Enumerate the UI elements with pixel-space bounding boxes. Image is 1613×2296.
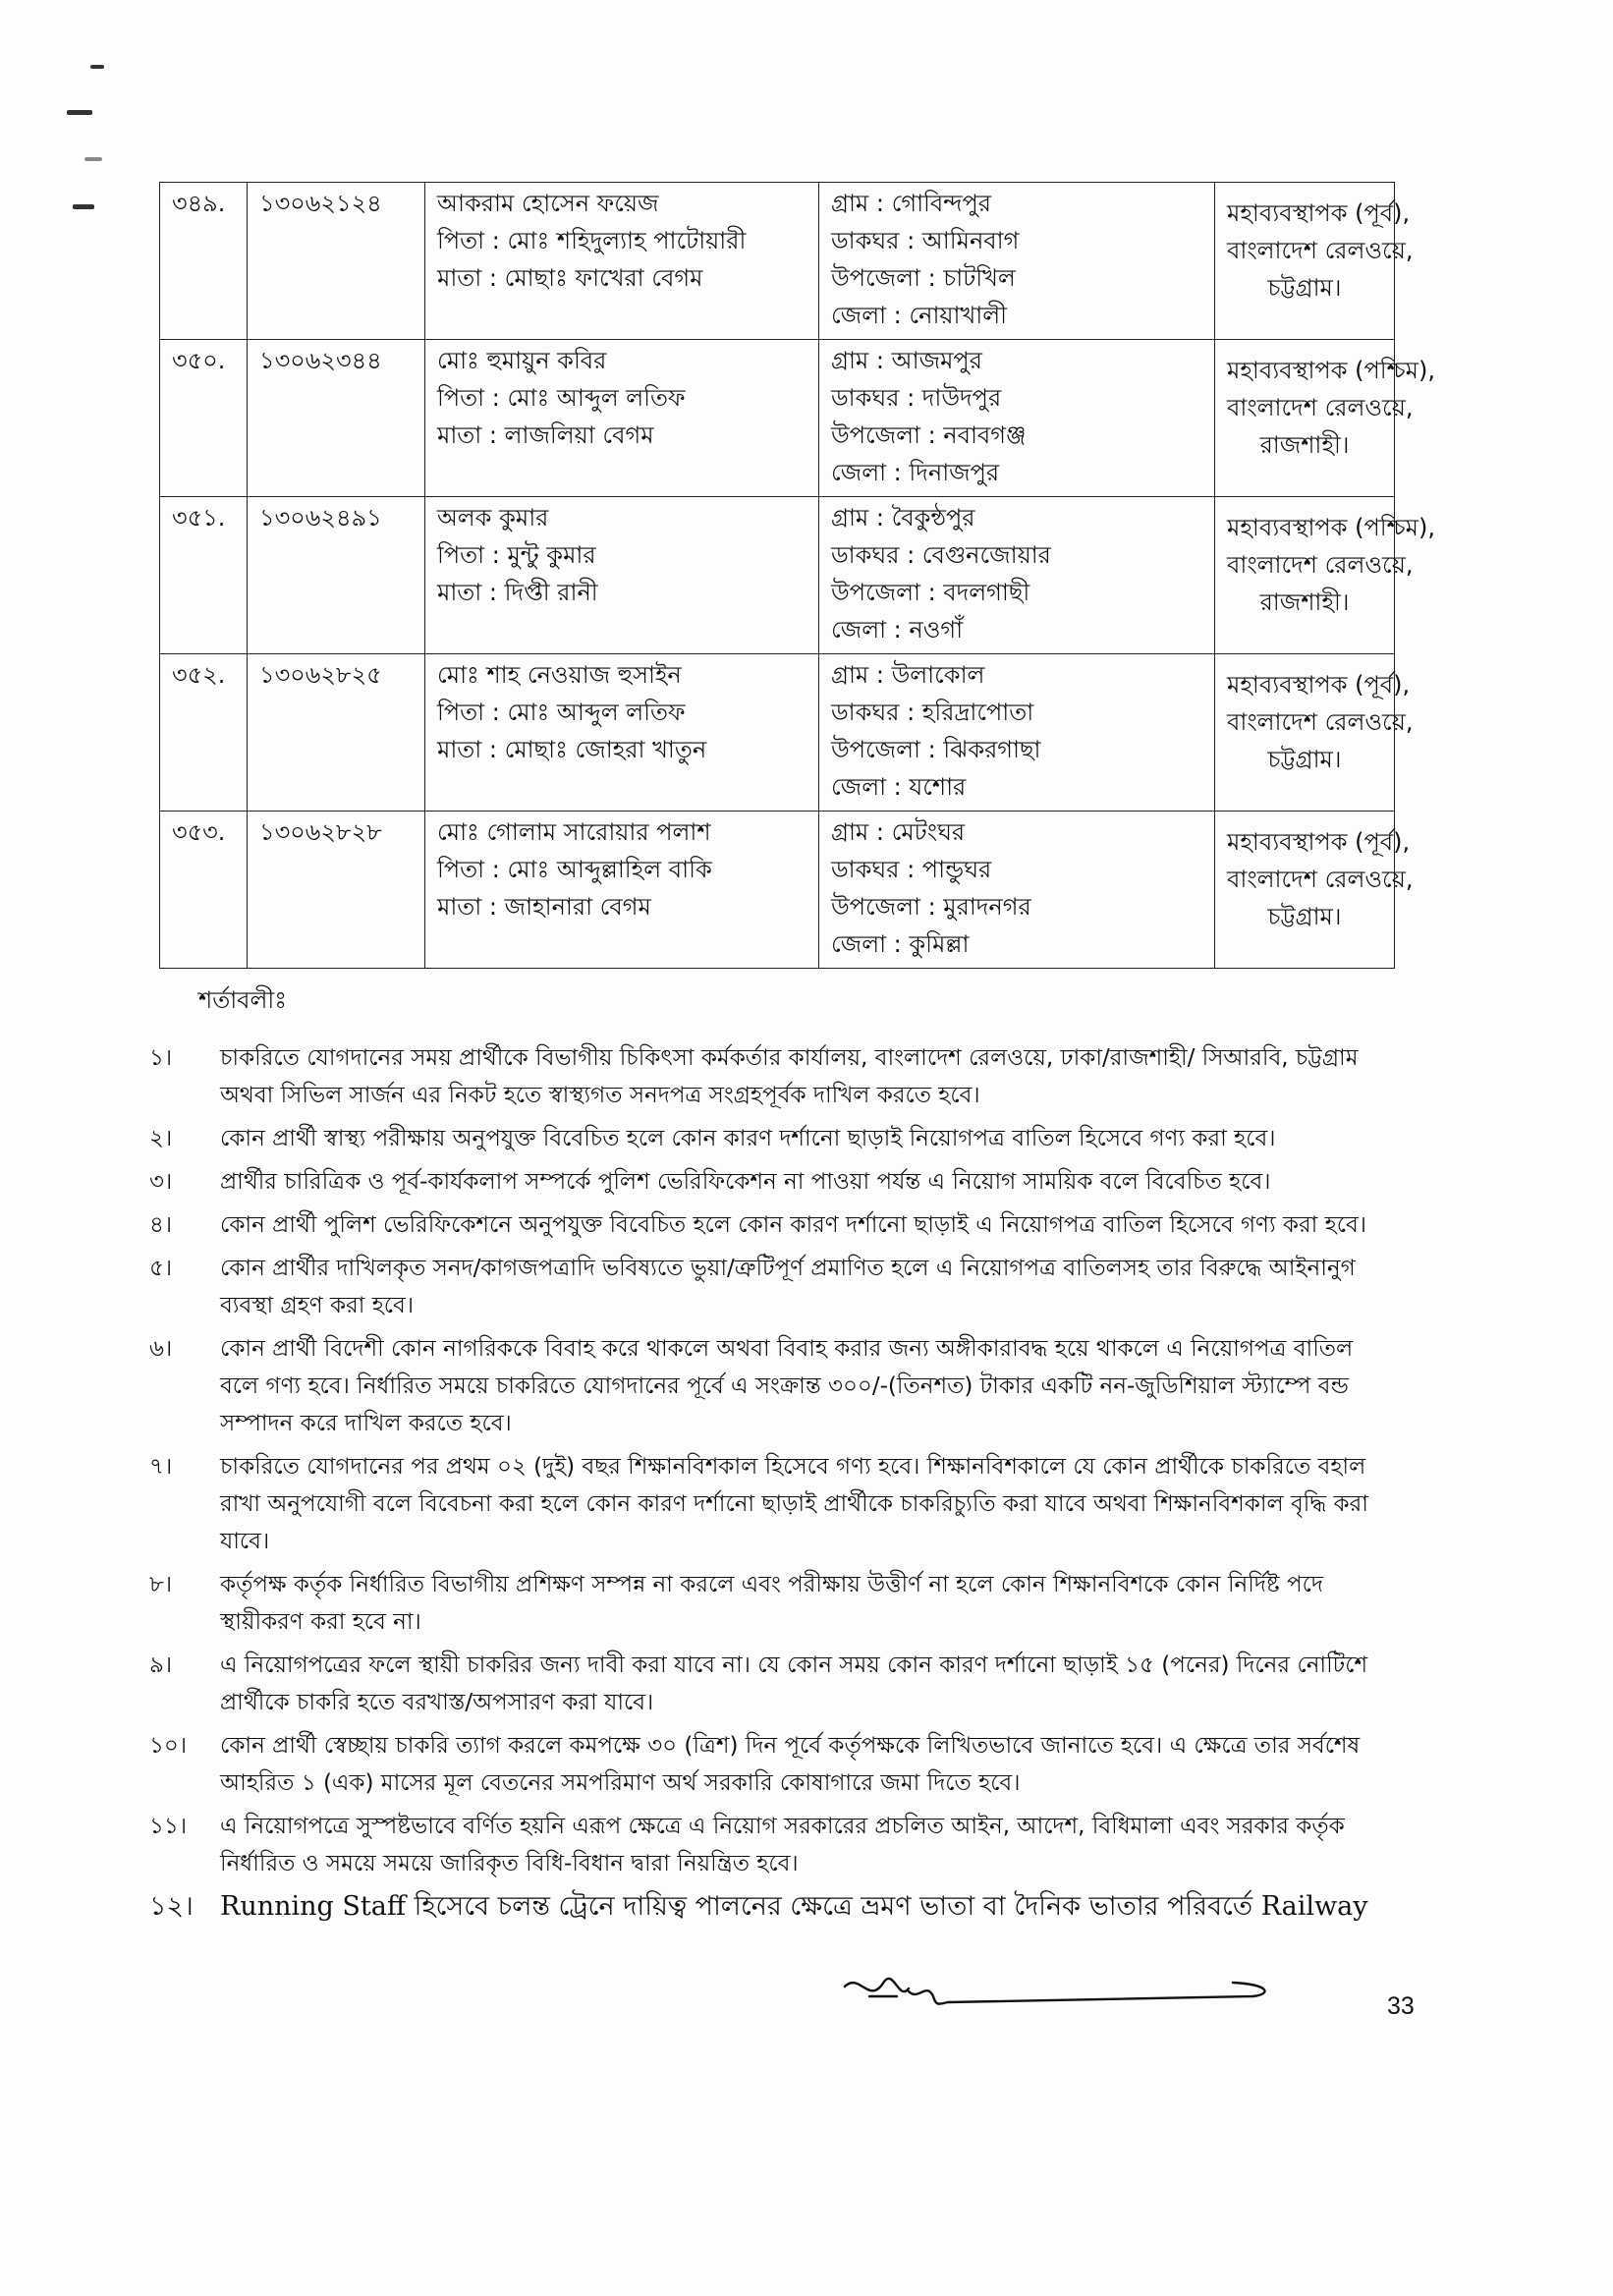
serial-cell	[160, 183, 248, 340]
name-cell	[425, 812, 819, 969]
office-cell	[1215, 340, 1436, 497]
name-cell-father: পিতা : মোঃ আব্দুল্লাহিল বাকি	[437, 856, 712, 883]
name-cell-father: পিতা : মোঃ শহিদুল্যাহ পাটোয়ারী	[437, 227, 747, 254]
conditions-list	[149, 1039, 1397, 1932]
office-cell	[1215, 497, 1436, 654]
roll-cell-roll: ১৩০৬২১২৪	[259, 190, 382, 217]
condition-item	[149, 1206, 1397, 1244]
conditions-heading: শর্তাবলীঃ	[198, 986, 288, 1014]
condition-number: ১২।	[149, 1891, 194, 1922]
office-cell-office1: মহাব্যবস্থাপক (পূর্ব),	[1227, 671, 1411, 699]
serial-cell	[160, 812, 248, 969]
table-row	[160, 497, 1395, 654]
office-cell-office2: বাংলাদেশ রেলওয়ে,	[1227, 237, 1414, 264]
address-cell-post: ডাকঘর : দাউদপুর	[831, 384, 1002, 412]
roll-cell	[248, 183, 425, 340]
office-cell-office3: চট্টগ্রাম।	[1267, 274, 1342, 302]
scan-mark	[90, 65, 104, 69]
scan-mark	[73, 204, 94, 209]
address-cell-district: জেলা : যশোর	[831, 773, 967, 801]
name-cell-mother: মাতা : মোছাঃ ফাখেরা বেগম	[437, 264, 703, 292]
office-cell-office3: চট্টগ্রাম।	[1267, 746, 1342, 773]
condition-text: কোন প্রার্থী স্বেচ্ছায় চাকরি ত্যাগ করলে কমপক্ষে ৩০ (ত্রিশ) দিন পূর্বে কর্তৃপক্ষকে লিখিতভাবে জানাতে হবে। এ ক্ষেত্রে তার সর্বশেষ আহরিত ১ (এক) মাসের মূল বেতনের সমপরিমাণ অর্থ সরকারি কোষাগারে জমা দিতে হবে।	[220, 1733, 1361, 1796]
office-cell-office1: মহাব্যবস্থাপক (পশ্চিম),	[1227, 357, 1436, 384]
serial-cell-serial: ৩৫১.	[172, 504, 226, 532]
condition-item	[149, 1039, 1397, 1114]
table-row	[160, 340, 1395, 497]
condition-number: ২।	[149, 1126, 173, 1151]
roll-cell	[248, 654, 425, 812]
address-cell	[819, 654, 1215, 812]
name-cell-mother: মাতা : লাজলিয়া বেগম	[437, 421, 654, 449]
office-cell-office2: বাংলাদেশ রেলওয়ে,	[1227, 708, 1414, 736]
serial-cell-serial: ৩৫৩.	[172, 818, 226, 846]
address-cell	[819, 340, 1215, 497]
condition-text: চাকরিতে যোগদানের সময় প্রার্থীকে বিভাগীয় চিকিৎসা কর্মকর্তার কার্যালয়, বাংলাদেশ রেলওয়ে, ঢাকা/রাজশাহী/ সিআরবি, চট্টগ্রাম অথবা সিভিল সার্জন এর নিকট হতে স্বাস্থ্যগত সনদপত্র সংগ্রহপূর্বক দাখিল করতে হবে।	[220, 1045, 1359, 1108]
condition-item	[149, 1647, 1397, 1721]
name-cell	[425, 340, 819, 497]
condition-number: ১১।	[149, 1814, 188, 1839]
name-cell	[425, 183, 819, 340]
condition-item	[149, 1888, 1397, 1926]
serial-cell-serial: ৩৫০.	[172, 347, 226, 374]
address-cell-upazila: উপজেলা : মুরাদনগর	[831, 893, 1031, 921]
address-cell-village: গ্রাম : গোবিন্দপুর	[831, 190, 992, 217]
name-cell-name: মোঃ হুমায়ুন কবির	[437, 347, 607, 374]
condition-text: কোন প্রার্থীর দাখিলকৃত সনদ/কাগজপত্রাদি ভবিষ্যতে ভুয়া/ত্রুটিপূর্ণ প্রমাণিত হলে এ নিয়োগপত্র বাতিলসহ তার বিরুদ্ধে আইনানুগ ব্যবস্থা গ্রহণ করা হবে।	[220, 1256, 1356, 1318]
address-cell-upazila: উপজেলা : বদলগাছী	[831, 579, 1030, 606]
roll-cell	[248, 497, 425, 654]
condition-text: Running Staff হিসেবে চলন্ত ট্রেনে দায়িত্ব পালনের ক্ষেত্রে ভ্রমণ ভাতা বা দৈনিক ভাতার পরিবর্তে Railway	[220, 1891, 1368, 1922]
office-cell	[1215, 812, 1414, 969]
roll-cell	[248, 340, 425, 497]
page-number: 33	[1387, 1992, 1415, 2020]
office-cell-office3: রাজশাহী।	[1259, 431, 1350, 459]
office-cell-office1: মহাব্যবস্থাপক (পশ্চিম),	[1227, 514, 1436, 541]
office-cell-office2: বাংলাদেশ রেলওয়ে,	[1227, 551, 1414, 579]
condition-number: ৫।	[149, 1256, 173, 1281]
address-cell-upazila: উপজেলা : চাটখিল	[831, 264, 1016, 292]
name-cell	[425, 654, 819, 812]
condition-text: এ নিয়োগপত্রে সুস্পষ্টভাবে বর্ণিত হয়নি এরূপ ক্ষেত্রে এ নিয়োগ সরকারের প্রচলিত আইন, আদেশ, বিধিমালা এবং সরকার কর্তৃক নির্ধারিত ও সময়ে সময়ে জারিকৃত বিধি-বিধান দ্বারা নিয়ন্ত্রিত হবে।	[220, 1814, 1345, 1876]
address-cell	[819, 183, 1215, 340]
address-cell	[819, 497, 1215, 654]
signature	[840, 1967, 1272, 2026]
name-cell-name: মোঃ গোলাম সারোয়ার পলাশ	[437, 818, 711, 846]
serial-cell-serial: ৩৪৯.	[172, 190, 226, 217]
condition-number: ১০।	[149, 1733, 188, 1759]
address-cell-village: গ্রাম : উলাকোল	[831, 661, 985, 689]
office-cell-office2: বাংলাদেশ রেলওয়ে,	[1227, 866, 1414, 893]
address-cell-district: জেলা : দিনাজপুর	[831, 459, 1000, 486]
condition-item	[149, 1727, 1397, 1802]
address-cell	[819, 812, 1215, 969]
name-cell-father: পিতা : মুন্টু কুমার	[437, 541, 596, 569]
roll-cell-roll: ১৩০৬২৩৪৪	[259, 347, 382, 374]
condition-item	[149, 1448, 1397, 1560]
table-row	[160, 183, 1395, 340]
scan-mark	[67, 110, 92, 115]
condition-number: ৭।	[149, 1454, 173, 1480]
name-cell	[425, 497, 819, 654]
condition-number: ৮।	[149, 1572, 173, 1597]
address-cell-post: ডাকঘর : আমিনবাগ	[831, 227, 1020, 254]
roll-cell-roll: ১৩০৬২৮২৮	[259, 818, 382, 846]
condition-item	[149, 1250, 1397, 1324]
appointee-table	[159, 182, 1436, 969]
name-cell-father: পিতা : মোঃ আব্দুল লতিফ	[437, 384, 686, 412]
condition-number: ৬।	[149, 1336, 173, 1362]
address-cell-upazila: উপজেলা : ঝিকরগাছা	[831, 736, 1041, 763]
name-cell-name: অলক কুমার	[437, 504, 549, 532]
office-cell-office1: মহাব্যবস্থাপক (পূর্ব),	[1227, 199, 1411, 227]
condition-number: ৩।	[149, 1169, 173, 1195]
name-cell-name: মোঃ শাহ নেওয়াজ হুসাইন	[437, 661, 682, 689]
condition-item	[149, 1120, 1397, 1157]
condition-text: প্রার্থীর চারিত্রিক ও পূর্ব-কার্যকলাপ সম্পর্কে পুলিশ ভেরিফিকেশন না পাওয়া পর্যন্ত এ নিয়োগ সাময়িক বলে বিবেচিত হবে।	[220, 1169, 1271, 1195]
address-cell-post: ডাকঘর : পান্ডুঘর	[831, 856, 992, 883]
serial-cell	[160, 497, 248, 654]
roll-cell	[248, 812, 425, 969]
office-cell-office3: রাজশাহী।	[1259, 588, 1350, 616]
condition-text: চাকরিতে যোগদানের পর প্রথম ০২ (দুই) বছর শিক্ষানবিশকাল হিসেবে গণ্য হবে। শিক্ষানবিশকালে যে কোন প্রার্থীকে চাকরিতে বহাল রাখা অনুপযোগী বলে বিবেচনা করা হলে কোন কারণ দর্শানো ছাড়াই প্রার্থীকে চাকরিচ্যুতি করা যাবে অথবা শিক্ষানবিশকাল বৃদ্ধি করা যাবে।	[220, 1454, 1368, 1554]
name-cell-mother: মাতা : মোছাঃ জোহরা খাতুন	[437, 736, 707, 763]
serial-cell	[160, 654, 248, 812]
office-cell-office2: বাংলাদেশ রেলওয়ে,	[1227, 394, 1414, 421]
condition-number: ৯।	[149, 1652, 173, 1678]
name-cell-father: পিতা : মোঃ আব্দুল লতিফ	[437, 699, 686, 726]
office-cell	[1215, 654, 1414, 812]
table-row	[160, 654, 1395, 812]
office-cell	[1215, 183, 1414, 340]
address-cell-post: ডাকঘর : বেগুনজোয়ার	[831, 541, 1051, 569]
serial-cell-serial: ৩৫২.	[172, 661, 226, 689]
table-row	[160, 812, 1395, 969]
address-cell-village: গ্রাম : বৈকুন্ঠপুর	[831, 504, 975, 532]
serial-cell	[160, 340, 248, 497]
address-cell-district: জেলা : নওগাঁ	[831, 616, 964, 644]
name-cell-mother: মাতা : জাহানারা বেগম	[437, 893, 651, 921]
condition-text: কোন প্রার্থী পুলিশ ভেরিফিকেশনে অনুপযুক্ত বিবেচিত হলে কোন কারণ দর্শানো ছাড়াই এ নিয়োগপত্র বাতিল হিসেবে গণ্য করা হবে।	[220, 1212, 1367, 1238]
address-cell-district: জেলা : কুমিল্লা	[831, 930, 970, 958]
condition-item	[149, 1566, 1397, 1641]
condition-item	[149, 1808, 1397, 1882]
address-cell-village: গ্রাম : মেটংঘর	[831, 818, 966, 846]
office-cell-office1: মহাব্যবস্থাপক (পূর্ব),	[1227, 828, 1411, 856]
condition-text: কোন প্রার্থী বিদেশী কোন নাগরিককে বিবাহ করে থাকলে অথবা বিবাহ করার জন্য অঙ্গীকারাবদ্ধ হয়ে থাকলে এ নিয়োগপত্র বাতিল বলে গণ্য হবে। নির্ধারিত সময়ে চাকরিতে যোগদানের পূর্বে এ সংক্রান্ত ৩০০/-(তিনশত) টাকার একটি নন-জুডিশিয়াল স্ট্যাম্পে বন্ড সম্পাদন করে দাখিল করতে হবে।	[220, 1336, 1354, 1436]
condition-number: ১।	[149, 1045, 173, 1071]
address-cell-post: ডাকঘর : হরিদ্রাপোতা	[831, 699, 1034, 726]
condition-text: কোন প্রার্থী স্বাস্থ্য পরীক্ষায় অনুপযুক্ত বিবেচিত হলে কোন কারণ দর্শানো ছাড়াই নিয়োগপত্র বাতিল হিসেবে গণ্য করা হবে।	[220, 1126, 1276, 1151]
condition-item	[149, 1163, 1397, 1201]
address-cell-upazila: উপজেলা : নবাবগঞ্জ	[831, 421, 1027, 449]
roll-cell-roll: ১৩০৬২৪৯১	[259, 504, 382, 532]
condition-item	[149, 1330, 1397, 1442]
condition-text: কর্তৃপক্ষ কর্তৃক নির্ধারিত বিভাগীয় প্রশিক্ষণ সম্পন্ন না করলে এবং পরীক্ষায় উত্তীর্ণ না হলে কোন শিক্ষানবিশকে কোন নির্দিষ্ট পদে স্থায়ীকরণ করা হবে না।	[220, 1572, 1323, 1635]
roll-cell-roll: ১৩০৬২৮২৫	[259, 661, 382, 689]
scan-mark	[84, 157, 102, 161]
address-cell-district: জেলা : নোয়াখালী	[831, 302, 1007, 329]
address-cell-village: গ্রাম : আজমপুর	[831, 347, 982, 374]
name-cell-mother: মাতা : দিপ্তী রানী	[437, 579, 598, 606]
condition-number: ৪।	[149, 1212, 173, 1238]
name-cell-name: আকরাম হোসেন ফয়েজ	[437, 190, 659, 217]
office-cell-office3: চট্টগ্রাম।	[1267, 903, 1342, 930]
condition-text: এ নিয়োগপত্রের ফলে স্থায়ী চাকরির জন্য দাবী করা যাবে না। যে কোন সময় কোন কারণ দর্শানো ছাড়াই ১৫ (পনের) দিনের নোটিশে প্রার্থীকে চাকরি হতে বরখাস্ত/অপসারণ করা যাবে।	[220, 1652, 1368, 1715]
